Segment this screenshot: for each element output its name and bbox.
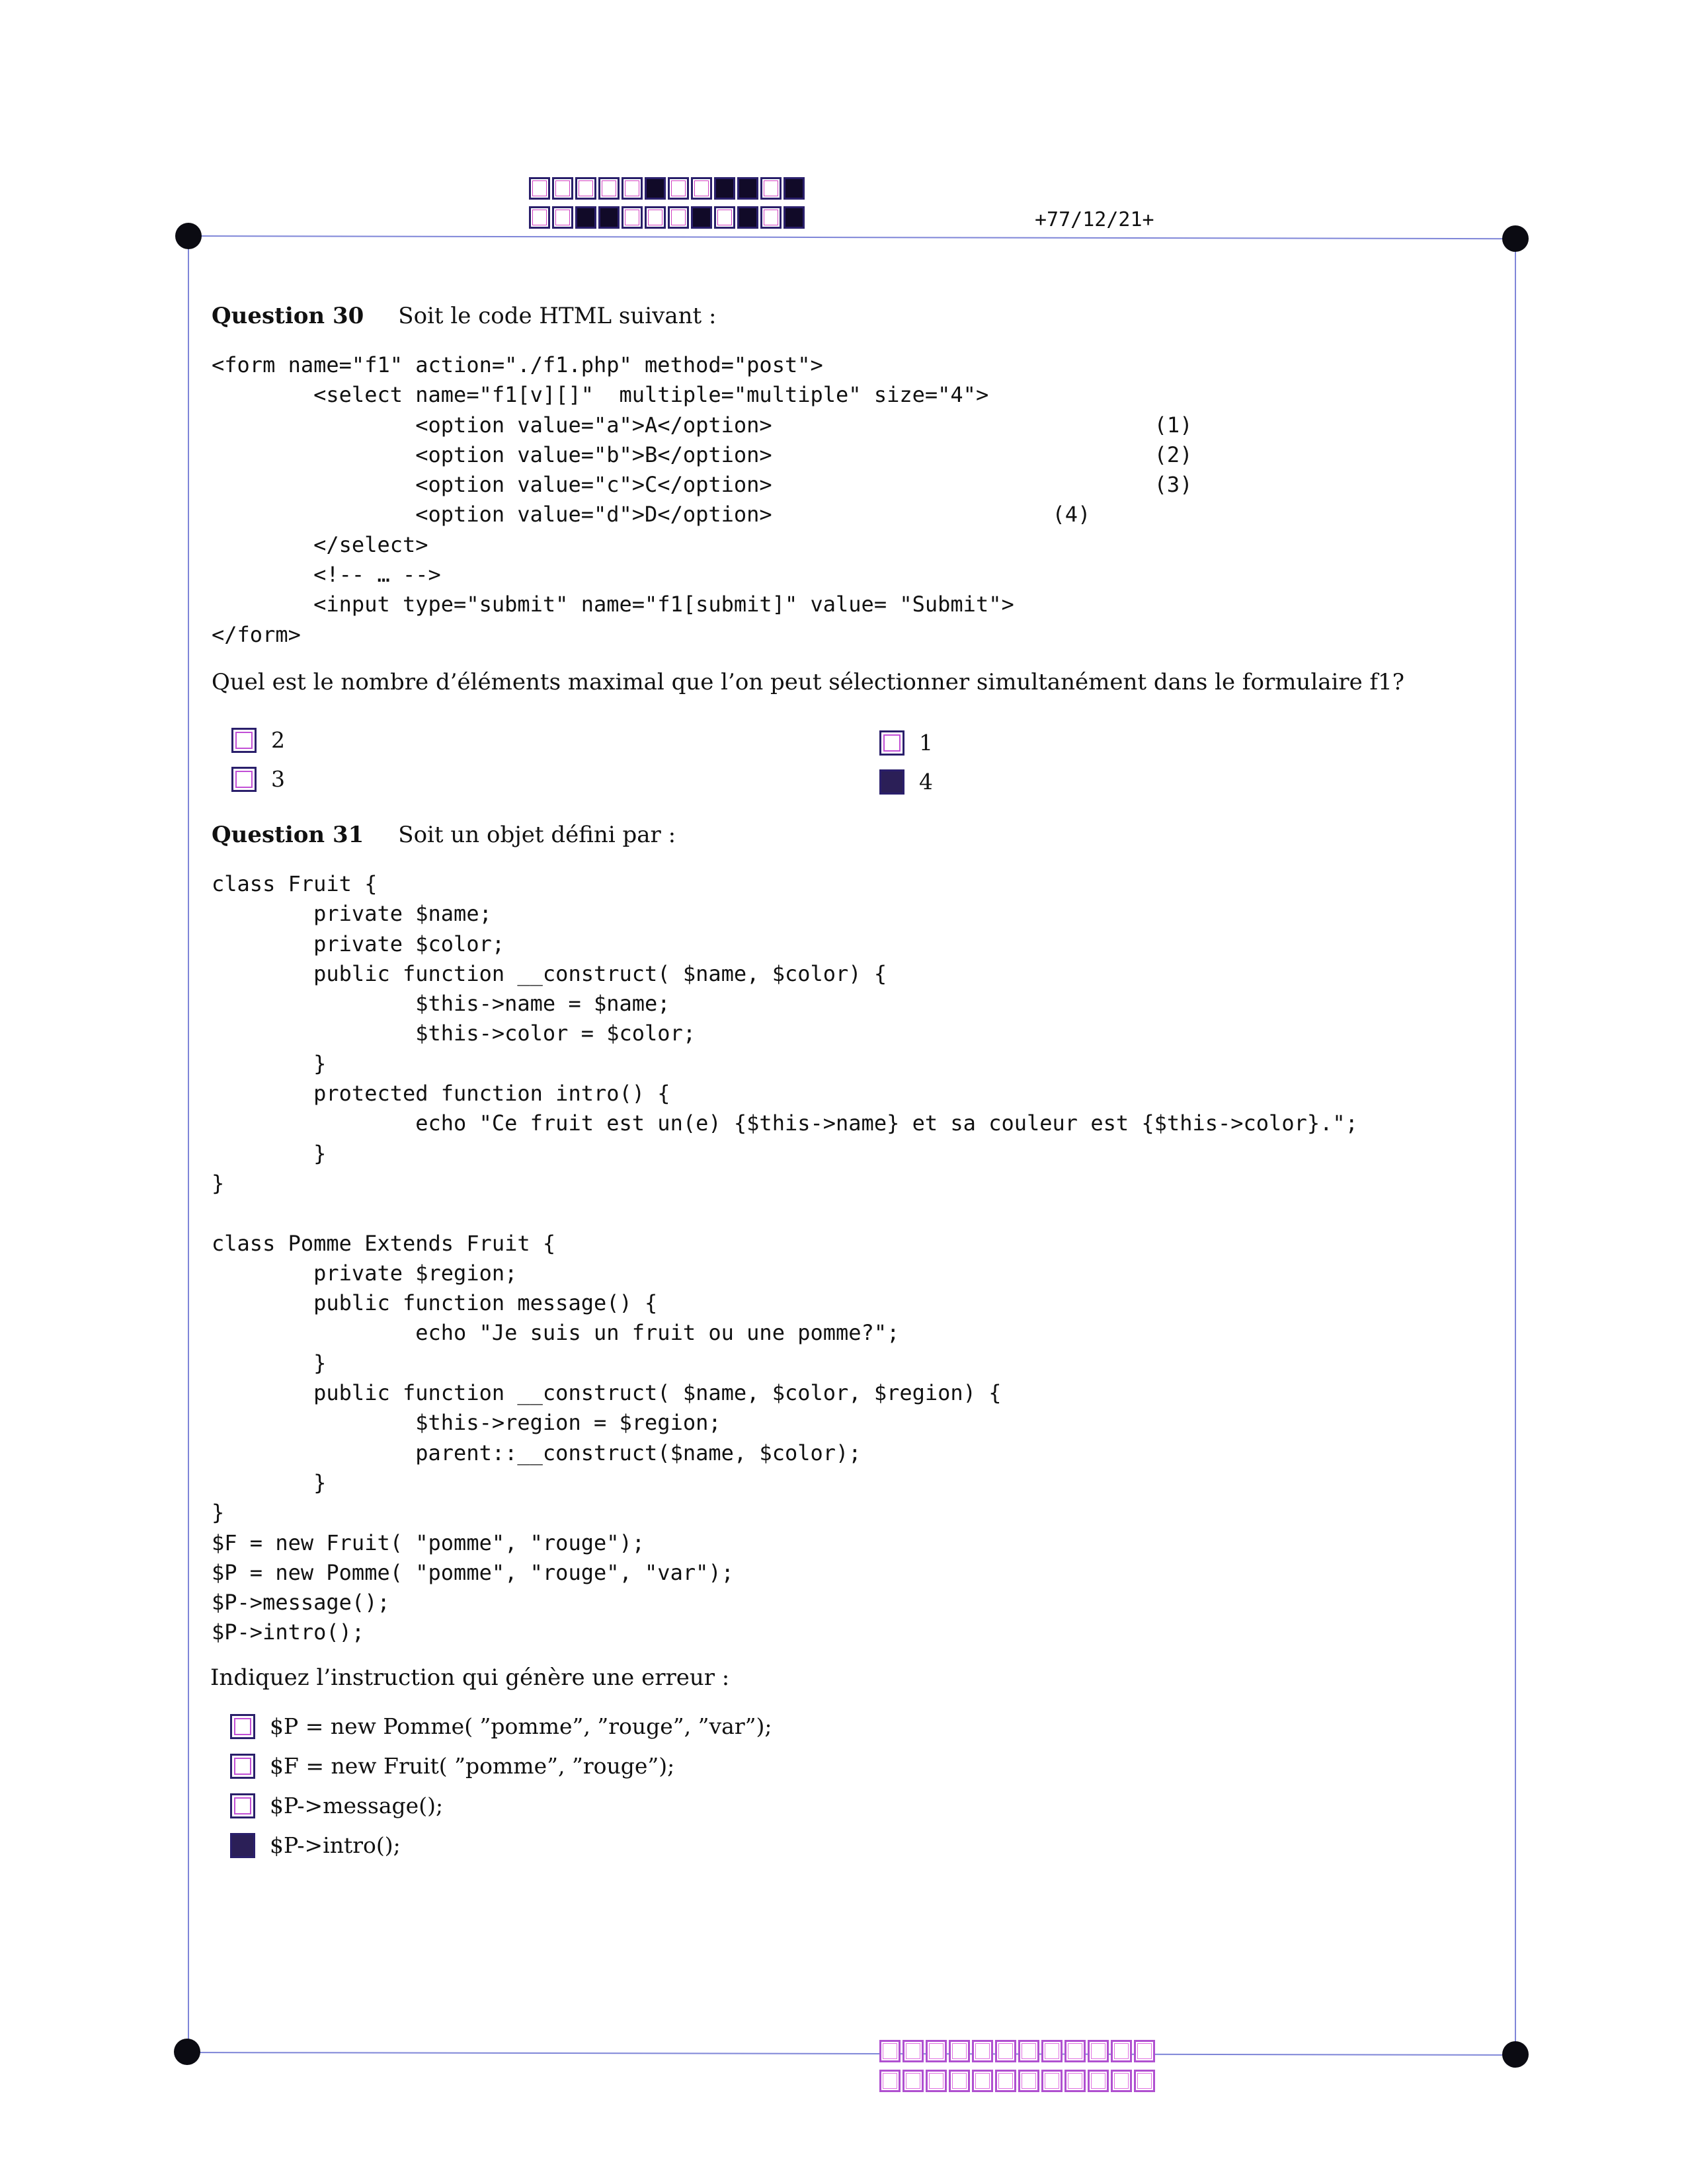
barcode-cell <box>668 206 689 229</box>
barcode-cell <box>879 2070 901 2092</box>
q31-checkbox-a[interactable] <box>230 1714 255 1739</box>
barcode-cell <box>691 177 712 200</box>
q31-choice-label: $P->message(); <box>270 1793 444 1818</box>
question-31-prompt: Indiquez l’instruction qui génère une erreur : <box>210 1664 730 1691</box>
barcode-cell <box>1134 2040 1155 2062</box>
q31-choice-d[interactable] <box>230 1832 401 1858</box>
barcode-cell <box>575 177 596 200</box>
q31-checkbox-d[interactable] <box>230 1833 255 1858</box>
barcode-cell <box>575 206 596 229</box>
barcode-cell <box>1134 2070 1155 2092</box>
q30-choice-label: 3 <box>271 766 285 792</box>
frame-top-line <box>188 235 1515 239</box>
barcode-cell <box>949 2040 970 2062</box>
q30-choice-label: 1 <box>919 730 933 756</box>
barcode-cell <box>903 2040 924 2062</box>
frame-bottom-line <box>187 2052 1515 2056</box>
barcode-cell <box>691 206 712 229</box>
q30-choice-1[interactable] <box>879 730 933 756</box>
barcode-cell <box>995 2040 1016 2062</box>
q30-choice-label: 4 <box>919 769 933 795</box>
barcode-cell <box>760 177 782 200</box>
barcode-cell <box>926 2040 947 2062</box>
barcode-cell <box>737 177 758 200</box>
barcode-cell <box>972 2040 993 2062</box>
barcode-cell <box>783 177 805 200</box>
barcode-bottom-row-1 <box>879 2040 1157 2062</box>
barcode-cell <box>1064 2040 1086 2062</box>
barcode-cell <box>598 206 620 229</box>
barcode-cell <box>926 2070 947 2092</box>
q30-choice-4[interactable] <box>879 769 933 795</box>
barcode-cell <box>1041 2040 1063 2062</box>
barcode-cell <box>1041 2070 1063 2092</box>
q30-checkbox-4[interactable] <box>879 769 904 795</box>
question-31-intro: Soit un objet défini par : <box>398 822 676 848</box>
barcode-cell <box>645 177 666 200</box>
barcode-bottom-row-2 <box>879 2070 1157 2092</box>
q31-choice-label: $P->intro(); <box>270 1832 401 1858</box>
barcode-cell <box>1088 2040 1109 2062</box>
barcode-cell <box>622 177 643 200</box>
barcode-cell <box>529 206 550 229</box>
barcode-cell <box>1111 2070 1132 2092</box>
barcode-cell <box>760 206 782 229</box>
barcode-top-row-1 <box>529 177 807 200</box>
q31-choice-label: $F = new Fruit( ”pomme”, ”rouge”); <box>270 1753 675 1779</box>
question-31-code: class Fruit { private $name; private $color; public function __construct( $name, $color) { $this->name = $name; $this->color = $color; } protected function intro() { echo "Ce fruit est un(e) {$this->name} et sa couleur est {$this->color}."; } } class Pomme Extends Fruit { private $region; public function message() { echo "Je suis un fruit ou une pomme?"; } public function __construct( $name, $color, $region) { $this->region = $region; parent::__construct($name, $color); } } $F = new Fruit( "pomme", "rouge"); $P = new Pomme( "pomme", "rouge", "var"); $P->message(); $P->intro(); <box>212 871 1358 1645</box>
question-30-intro: Soit le code HTML suivant : <box>398 303 717 329</box>
question-31-number: Question 31 <box>212 822 364 848</box>
q31-checkbox-c[interactable] <box>230 1793 255 1818</box>
frame-right-line <box>1515 239 1516 2054</box>
barcode-cell <box>737 206 758 229</box>
q30-choice-2[interactable] <box>231 727 285 753</box>
corner-marker-top-right <box>1502 225 1529 252</box>
q31-choice-b[interactable] <box>230 1753 674 1779</box>
q30-choice-3[interactable] <box>231 766 285 792</box>
barcode-cell <box>552 206 573 229</box>
q31-choice-c[interactable] <box>230 1793 443 1818</box>
barcode-cell <box>783 206 805 229</box>
page-id: +77/12/21+ <box>1035 208 1154 231</box>
barcode-cell <box>1088 2070 1109 2092</box>
barcode-cell <box>1018 2070 1039 2092</box>
barcode-cell <box>1111 2040 1132 2062</box>
barcode-cell <box>879 2040 901 2062</box>
corner-marker-bottom-right <box>1502 2041 1529 2068</box>
corner-marker-bottom-left <box>174 2039 200 2065</box>
barcode-top-row-2 <box>529 206 807 229</box>
q30-choice-label: 2 <box>271 727 285 753</box>
barcode-cell <box>552 177 573 200</box>
frame-left-line <box>188 236 189 2052</box>
question-30-code: <form name="f1" action="./f1.php" method="post"> <select name="f1[v][]" multiple="multiple" size="4"> <option value="a">A</option> (1) <option value="b">B</option> (2) <option value="c">C</option> (3) <option value="d">D</option> (4) </select> <!-- … --> <input type="submit" name="f1[submit]" value= "Submit"> </form> <box>212 352 1193 647</box>
barcode-cell <box>529 177 550 200</box>
barcode-cell <box>1018 2040 1039 2062</box>
barcode-cell <box>668 177 689 200</box>
barcode-cell <box>903 2070 924 2092</box>
barcode-cell <box>949 2070 970 2092</box>
q31-checkbox-b[interactable] <box>230 1754 255 1779</box>
question-30-title <box>212 303 716 329</box>
q30-checkbox-3[interactable] <box>231 767 257 792</box>
barcode-cell <box>995 2070 1016 2092</box>
question-30-number: Question 30 <box>212 303 364 329</box>
q30-checkbox-2[interactable] <box>231 728 257 753</box>
barcode-cell <box>972 2070 993 2092</box>
barcode-cell <box>622 206 643 229</box>
q31-choice-a[interactable] <box>230 1713 772 1739</box>
corner-marker-top-left <box>175 223 202 249</box>
q30-checkbox-1[interactable] <box>879 730 904 756</box>
barcode-cell <box>714 206 735 229</box>
q31-choice-label: $P = new Pomme( ”pomme”, ”rouge”, ”var”); <box>270 1713 772 1739</box>
question-31-title <box>212 822 676 848</box>
barcode-cell <box>645 206 666 229</box>
barcode-cell <box>714 177 735 200</box>
barcode-cell <box>598 177 620 200</box>
question-30-prompt: Quel est le nombre d’éléments maximal que l’on peut sélectionner simultanément dans le formulaire f1? <box>212 669 1404 695</box>
barcode-cell <box>1064 2070 1086 2092</box>
